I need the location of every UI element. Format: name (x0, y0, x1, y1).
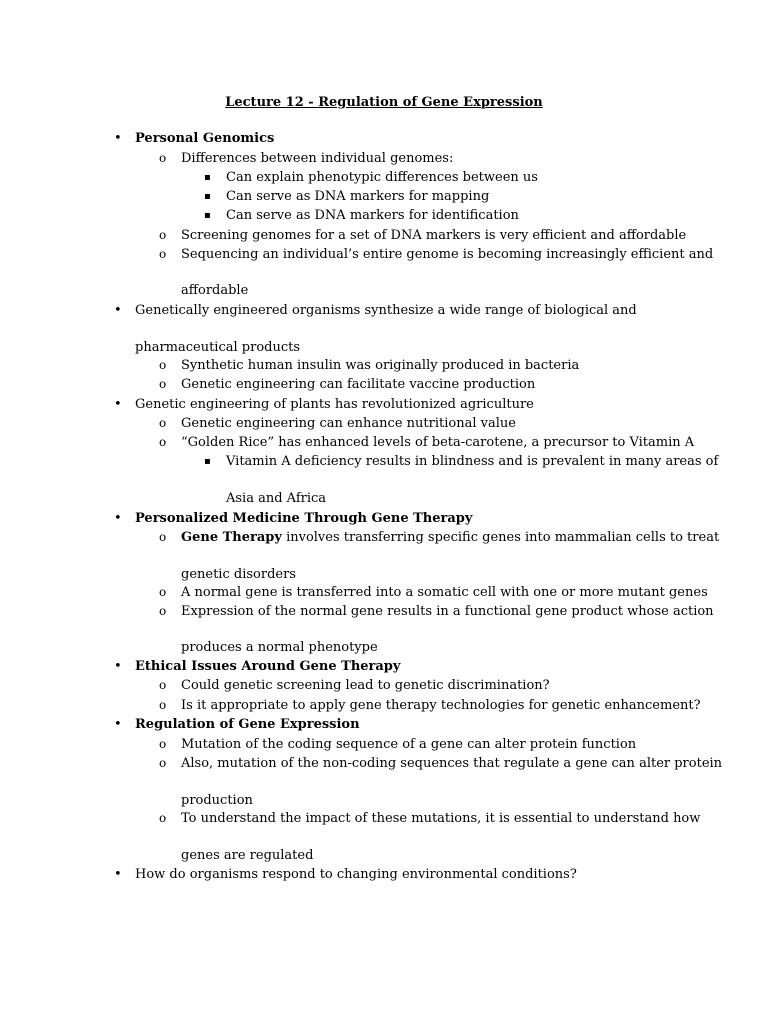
square-marker: ▪ (204, 191, 211, 202)
list-item (0, 301, 768, 320)
list-item-text: Expression of the normal gene results in a functional gene product whose action (181, 604, 714, 619)
section-heading: Regulation of Gene Expression (135, 717, 360, 732)
section-heading: Ethical Issues Around Gene Therapy (135, 659, 401, 674)
list-item-text: Is it appropriate to apply gene therapy technologies for genetic enhancement? (181, 698, 701, 713)
circle-marker: o (159, 604, 167, 618)
list-item (0, 735, 768, 754)
list-item-text: Genetic engineering can enhance nutritional value (181, 416, 516, 431)
list-item (0, 356, 768, 375)
list-item-text: affordable (181, 283, 249, 298)
list-item (0, 226, 768, 245)
list-item-text: Asia and Africa (226, 491, 327, 506)
list-item (0, 129, 768, 148)
list-item-text: Genetically engineered organisms synthesize a wide range of biological and (135, 303, 637, 318)
list-item (0, 168, 768, 187)
list-item-text: genes are regulated (181, 848, 314, 863)
circle-marker: o (159, 530, 167, 544)
list-item-text: pharmaceutical products (135, 340, 301, 355)
list-item-continuation (0, 846, 768, 865)
list-item-text: “Golden Rice” has enhanced levels of beta-carotene, a precursor to Vitamin A (181, 435, 695, 450)
circle-marker: o (159, 377, 167, 391)
circle-marker: o (159, 678, 167, 692)
section-heading: Personalized Medicine Through Gene Therapy (135, 511, 473, 526)
bullet-marker: • (114, 659, 122, 674)
circle-marker: o (159, 585, 167, 599)
list-item (0, 602, 768, 621)
list-item (0, 583, 768, 602)
square-marker: ▪ (204, 456, 211, 467)
list-item (0, 414, 768, 433)
circle-marker: o (159, 811, 167, 825)
list-item-text: Genetic engineering can facilitate vaccine production (181, 377, 536, 392)
list-item (0, 865, 768, 884)
list-item-continuation (0, 489, 768, 508)
list-item-continuation (0, 638, 768, 657)
bullet-marker: • (114, 717, 122, 732)
bullet-marker: • (114, 397, 122, 412)
bullet-marker: • (114, 867, 122, 882)
list-item (0, 433, 768, 452)
square-marker: ▪ (204, 210, 211, 221)
square-marker: ▪ (204, 172, 211, 183)
list-item (0, 206, 768, 225)
circle-marker: o (159, 756, 167, 770)
list-item (0, 809, 768, 828)
list-item (0, 149, 768, 168)
list-item-text: A normal gene is transferred into a somatic cell with one or more mutant genes (181, 585, 708, 600)
list-item-text: Can serve as DNA markers for mapping (226, 189, 490, 204)
circle-marker: o (159, 698, 167, 712)
circle-marker: o (159, 358, 167, 372)
list-item-continuation (0, 565, 768, 584)
term-definition: involves transferring specific genes into mammalian cells to treat (281, 530, 720, 545)
list-item-text: Could genetic screening lead to genetic discrimination? (181, 678, 550, 693)
list-item-text: genetic disorders (181, 567, 296, 582)
list-item-text: How do organisms respond to changing environmental conditions? (135, 867, 577, 882)
list-item-text: production (181, 793, 253, 808)
list-item-text: Can serve as DNA markers for identification (226, 208, 519, 223)
list-item (0, 245, 768, 264)
list-item-text: Screening genomes for a set of DNA markers is very efficient and affordable (181, 228, 687, 243)
circle-marker: o (159, 151, 167, 165)
list-item-text (181, 528, 719, 547)
circle-marker: o (159, 737, 167, 751)
circle-marker: o (159, 416, 167, 430)
list-item (0, 715, 768, 734)
list-item-text: Can explain phenotypic differences between us (226, 170, 538, 185)
list-item-text: To understand the impact of these mutations, it is essential to understand how (181, 811, 701, 826)
list-item-continuation (0, 791, 768, 810)
list-item-text: Synthetic human insulin was originally produced in bacteria (181, 358, 580, 373)
list-item (0, 696, 768, 715)
list-item (0, 509, 768, 528)
list-item-text: Differences between individual genomes: (181, 151, 454, 166)
list-item-text: Genetic engineering of plants has revolutionized agriculture (135, 397, 534, 412)
list-item-text: Sequencing an individual’s entire genome is becoming increasingly efficient and (181, 247, 714, 262)
list-item-text: Also, mutation of the non-coding sequences that regulate a gene can alter protein (181, 756, 723, 771)
bullet-marker: • (114, 303, 122, 318)
list-item-text: Mutation of the coding sequence of a gene can alter protein function (181, 737, 637, 752)
term-gene-therapy: Gene Therapy (181, 530, 282, 545)
list-item (0, 452, 768, 471)
list-item-text: Vitamin A deficiency results in blindness and is prevalent in many areas of (226, 454, 719, 469)
circle-marker: o (159, 228, 167, 242)
list-item (0, 657, 768, 676)
list-item (0, 754, 768, 773)
list-item (0, 187, 768, 206)
bullet-marker: • (114, 131, 122, 146)
bullet-marker: • (114, 511, 122, 526)
list-item (0, 676, 768, 695)
list-item-continuation (0, 338, 768, 357)
list-item (0, 528, 768, 547)
lecture-title: Lecture 12 - Regulation of Gene Expression (225, 95, 543, 110)
list-item-continuation (0, 281, 768, 300)
list-item (0, 395, 768, 414)
circle-marker: o (159, 247, 167, 261)
list-item (0, 375, 768, 394)
list-item-text: produces a normal phenotype (181, 640, 378, 655)
circle-marker: o (159, 435, 167, 449)
section-heading: Personal Genomics (135, 131, 275, 146)
